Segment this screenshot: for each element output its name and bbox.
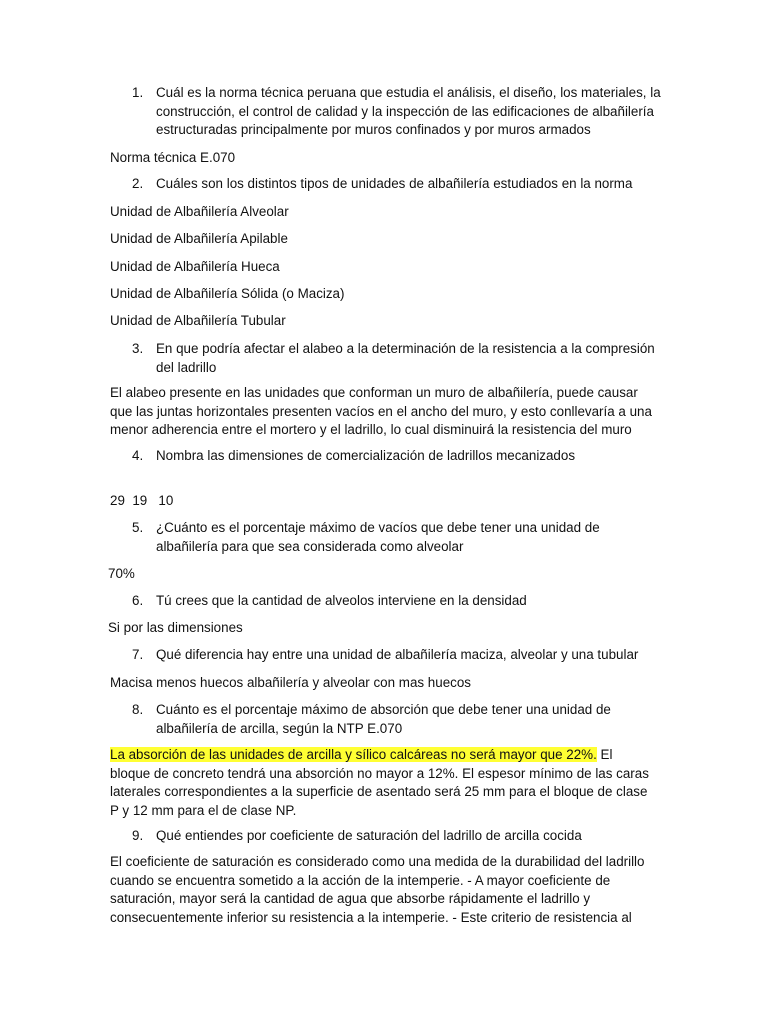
- question-text: Cuánto es el porcentaje máximo de absorción que debe tener una unidad de albañilería de arcilla, según la NTP E.070: [156, 702, 611, 736]
- question-number: 4.: [132, 448, 144, 463]
- question-text: Cuál es la norma técnica peruana que estudia el análisis, el diseño, los materiales, la construcción, el control de calidad y la inspección de las edificaciones de albañilería estructuradas principalmente por muros confinados y por muros armados: [156, 85, 661, 138]
- question-number: 7.: [132, 647, 144, 662]
- answer-2-item: Unidad de Albañilería Tubular: [110, 313, 286, 328]
- highlighted-text: La absorción de las unidades de arcilla y sílico calcáreas no será mayor que 22%.: [110, 747, 597, 762]
- answer-8-rest: El bloque de concreto tendrá una absorción no mayor a 12%. El espesor mínimo de las caras laterales correspondientes a la superficie de asentado será 25 mm para el bloque de clase P y 12 mm para el de clase NP.: [110, 747, 649, 818]
- question-text: En que podría afectar el alabeo a la determinación de la resistencia a la compresión del ladrillo: [156, 341, 655, 375]
- question-text: Cuáles son los distintos tipos de unidades de albañilería estudiados en la norma: [156, 176, 633, 191]
- question-text: Qué diferencia hay entre una unidad de albañilería maciza, alveolar y una tubular: [156, 647, 639, 662]
- question-4: [132, 447, 661, 466]
- answer-2-item: Unidad de Albañilería Apilable: [110, 231, 288, 246]
- question-2: [132, 175, 661, 194]
- question-number: 2.: [132, 176, 144, 191]
- question-number: 9.: [132, 828, 144, 843]
- answer-5: 70%: [108, 566, 135, 581]
- question-1: [132, 84, 661, 140]
- answer-4: 29 19 10: [110, 493, 174, 508]
- answer-2-item: Unidad de Albañilería Hueca: [110, 259, 280, 274]
- question-5: [132, 519, 661, 556]
- question-3: [132, 340, 661, 377]
- question-text: Nombra las dimensiones de comercialización de ladrillos mecanizados: [156, 448, 576, 463]
- answer-9: El coeficiente de saturación es considerado como una medida de la durabilidad del ladrillo cuando se encuentra sometido a la acción de la intemperie. - A mayor coeficiente de saturación, mayor será la cantidad de agua que absorbe rápidamente el ladrillo y consecuentemente inferior su resistencia a la intemperie. - Este criterio de resistencia al: [110, 854, 645, 925]
- question-6: [132, 592, 661, 611]
- question-text: ¿Cuánto es el porcentaje máximo de vacíos que debe tener una unidad de albañilería para que sea considerada como alveolar: [156, 520, 600, 554]
- answer-2-item: Unidad de Albañilería Sólida (o Maciza): [110, 286, 345, 301]
- answer-2-item: Unidad de Albañilería Alveolar: [110, 204, 289, 219]
- question-number: 5.: [132, 520, 144, 535]
- answer-6: Si por las dimensiones: [108, 620, 243, 635]
- answer-3: El alabeo presente en las unidades que conforman un muro de albañilería, puede causar que las juntas horizontales presenten vacíos en el ancho del muro, y esto conllevaría a una menor adherencia entre el mortero y el ladrillo, lo cual disminuirá la resistencia del muro: [110, 385, 652, 438]
- answer-7: Macisa menos huecos albañilería y alveolar con mas huecos: [110, 675, 471, 690]
- answer-8: [110, 746, 655, 820]
- question-number: 6.: [132, 593, 144, 608]
- question-7: [132, 646, 661, 665]
- question-text: Tú crees que la cantidad de alveolos interviene en la densidad: [156, 593, 527, 608]
- question-number: 1.: [132, 85, 144, 100]
- question-number: 8.: [132, 702, 144, 717]
- question-text: Qué entiendes por coeficiente de saturación del ladrillo de arcilla cocida: [156, 828, 582, 843]
- question-9: [132, 827, 661, 846]
- question-number: 3.: [132, 341, 144, 356]
- question-8: [132, 701, 661, 738]
- answer-1: Norma técnica E.070: [110, 150, 236, 165]
